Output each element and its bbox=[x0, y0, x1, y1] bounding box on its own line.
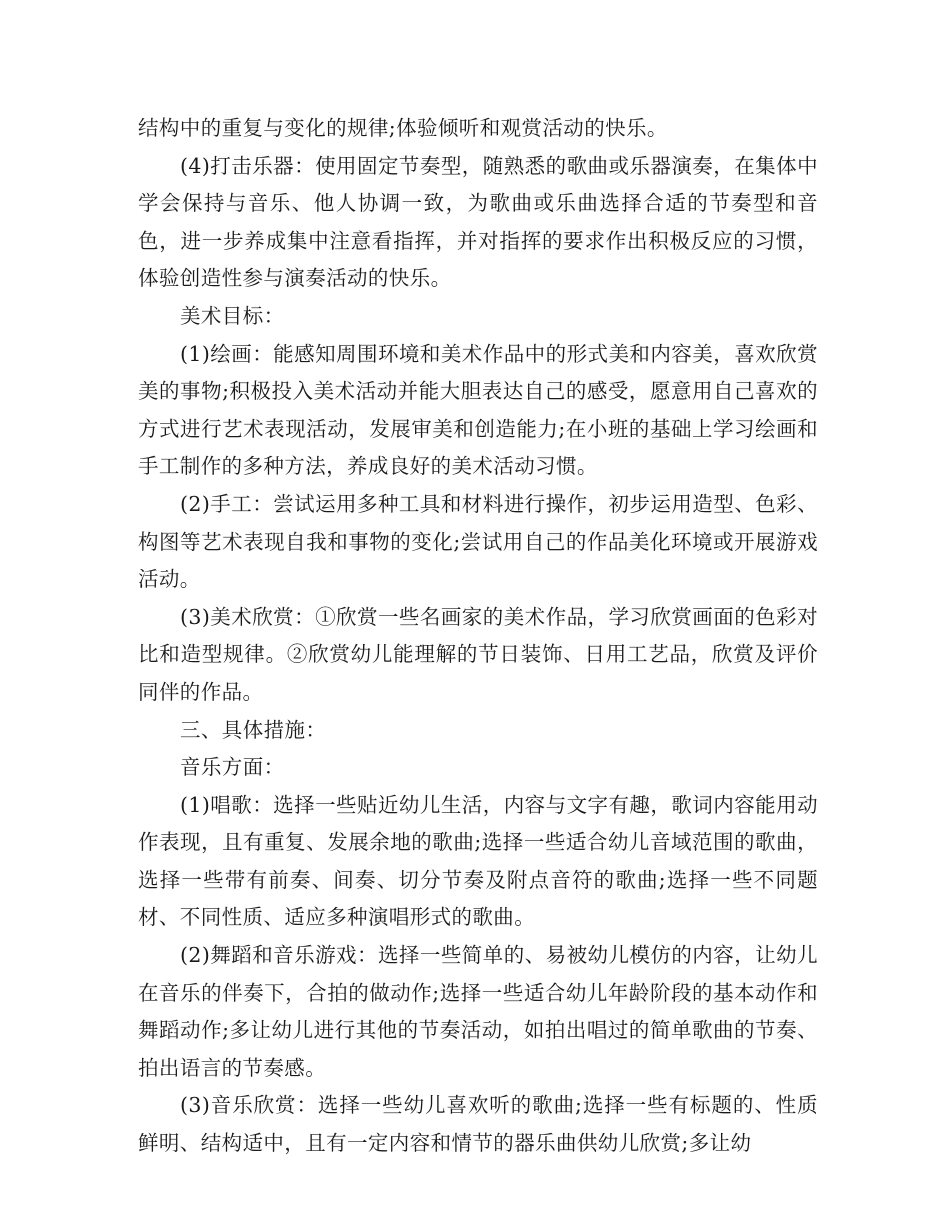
paragraph-continuation: 结构中的重复与变化的规律;体验倾听和观赏活动的快乐。 bbox=[138, 116, 668, 140]
paragraph-painting: (1)绘画：能感知周围环境和美术作品中的形式美和内容美，喜欢欣赏美的事物;积极投入美术活动并能大胆表达自己的感受，愿意用自己喜欢的方式进行艺术表现活动，发展审美和创造能力;在小班的基础上学习绘画和手工制作的多种方法，养成良好的美术活动习惯。 bbox=[138, 341, 818, 479]
paragraph-singing: (1)唱歌：选择一些贴近幼儿生活，内容与文字有趣，歌词内容能用动作表现，且有重复、发展余地的歌曲;选择一些适合幼儿音域范围的歌曲，选择一些带有前奏、间奏、切分节奏及附点音符的歌曲;选择一些不同题材、不同性质、适应多种演唱形式的歌曲。 bbox=[138, 792, 818, 930]
paragraph-music-appreciation: (3)音乐欣赏：选择一些幼儿喜欢听的歌曲;选择一些有标题的、性质鲜明、结构适中，且有一定内容和情节的器乐曲供幼儿欣赏;多让幼 bbox=[138, 1093, 818, 1156]
heading-music-aspect: 音乐方面： bbox=[180, 755, 285, 780]
heading-art-goals: 美术目标： bbox=[180, 303, 285, 328]
paragraph-dance-games: (2)舞蹈和音乐游戏：选择一些简单的、易被幼儿模仿的内容，让幼儿在音乐的伴奏下，合拍的做动作;选择一些适合幼儿年龄阶段的基本动作和舞蹈动作;多让幼儿进行其他的节奏活动，如拍出唱过的简单歌曲的节奏、拍出语言的节奏感。 bbox=[138, 943, 818, 1080]
paragraph-handcraft: (2)手工：尝试运用多种工具和材料进行操作，初步运用造型、色彩、构图等艺术表现自我和事物的变化;尝试用自己的作品美化环境或开展游戏活动。 bbox=[138, 491, 818, 592]
document-body bbox=[138, 110, 818, 1163]
paragraph-art-appreciation: (3)美术欣赏：①欣赏一些名画家的美术作品，学习欣赏画面的色彩对比和造型规律。②欣赏幼儿能理解的节日装饰、日用工艺品，欣赏及评价同伴的作品。 bbox=[138, 604, 818, 704]
paragraph-percussion: (4)打击乐器：使用固定节奏型，随熟悉的歌曲或乐器演奏，在集体中学会保持与音乐、他人协调一致，为歌曲或乐曲选择合适的节奏型和音色，进一步养成集中注意看指挥，并对指挥的要求作出积极反应的习惯，体验创造性参与演奏活动的快乐。 bbox=[138, 153, 818, 291]
heading-specific-measures: 三、具体措施： bbox=[180, 717, 327, 742]
